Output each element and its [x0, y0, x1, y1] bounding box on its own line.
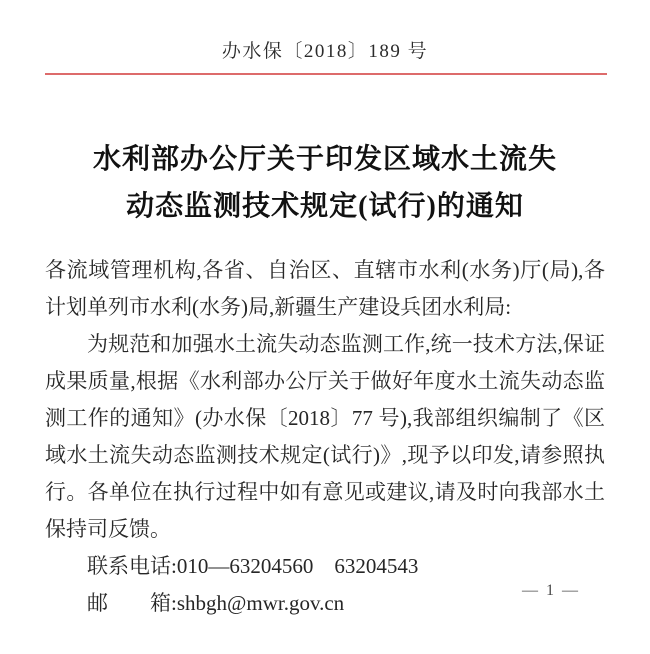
contact-email-address: shbgh@mwr.gov.cn: [176, 591, 345, 615]
contact-email-label: 邮 箱:: [87, 591, 177, 615]
contact-phone-label: 联系电话:: [87, 554, 177, 578]
contact-phone-line: [45, 548, 605, 585]
contact-phone-numbers: 010—63204560 63204543: [176, 554, 419, 578]
doc-number: 办水保〔2018〕189 号: [221, 41, 429, 62]
body-paragraph: 为规范和加强水土流失动态监测工作,统一技术方法,保证成果质量,根据《水利部办公厅关于做好年度水土流失动态监测工作的通知》(办水保〔2018〕77 号),我部组织编制了《区域水土流失动态监测技术规定(试行)》,现予以印发,请参照执行。各单位在执行过程中如有意见或建议,请及时向我部水土保持司反馈。: [45, 332, 605, 541]
document-title: [0, 136, 650, 230]
document-title-line1: 水利部办公厅关于印发区域水土流失: [92, 144, 557, 175]
recipients-paragraph: 各流域管理机构,各省、自治区、直辖市水利(水务)厅(局),各计划单列市水利(水务)局,新疆生产建设兵团水利局:: [45, 258, 605, 319]
red-divider-line: [45, 73, 607, 75]
contact-email-line: [45, 585, 605, 622]
page-number: — 1 —: [522, 582, 580, 599]
document-body: [45, 252, 605, 622]
document-title-line2: 动态监测技术规定(试行)的通知: [126, 191, 524, 222]
